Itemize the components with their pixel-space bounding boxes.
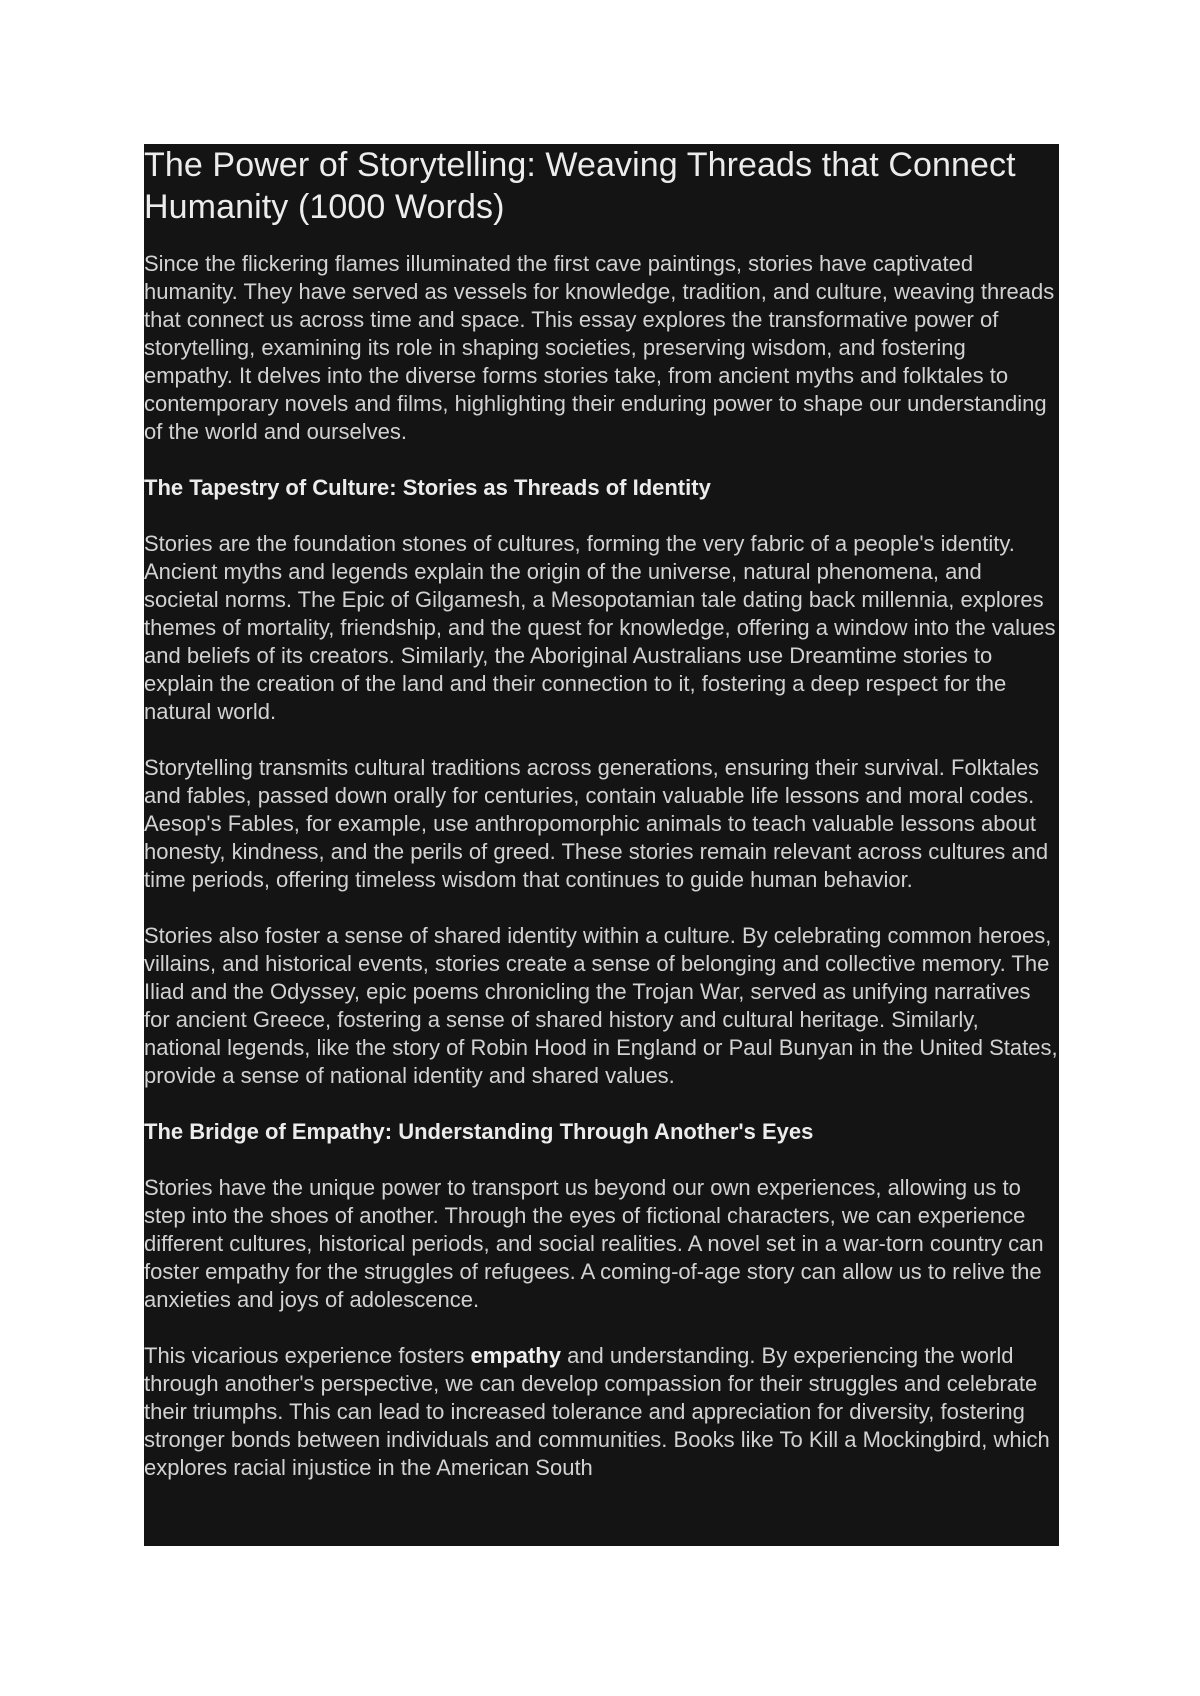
document-page — [144, 144, 1059, 1546]
spacer — [144, 726, 1059, 754]
culture-paragraph-1: Stories are the foundation stones of cultures, forming the very fabric of a people's identity. Ancient myths and legends explain the origin of the universe, natural phenomena, and societal norms. The Epic of Gilgamesh, a Mesopotamian tale dating back millennia, explores themes of mortality, friendship, and the quest for knowledge, offering a window into the values and beliefs of its creators. Similarly, the Aboriginal Australians use Dreamtime stories to explain the creation of the land and their connection to it, fostering a deep respect for the natural world. — [144, 531, 1056, 724]
spacer — [144, 1090, 1059, 1118]
empathy-paragraph-2 — [144, 1342, 1059, 1482]
spacer — [144, 228, 1059, 250]
section-heading-culture: The Tapestry of Culture: Stories as Threads of Identity — [144, 475, 711, 500]
document-title: The Power of Storytelling: Weaving Threads that Connect Humanity (1000 Words) — [144, 146, 1016, 226]
culture-paragraph-3: Stories also foster a sense of shared identity within a culture. By celebrating common heroes, villains, and historical events, stories create a sense of belonging and collective memory. The Iliad and the Odyssey, epic poems chronicling the Trojan War, served as unifying narratives for ancient Greece, fostering a sense of shared history and cultural heritage. Similarly, national legends, like the story of Robin Hood in England or Paul Bunyan in the United States, provide a sense of national identity and shared values. — [144, 923, 1058, 1088]
empathy-paragraph-2-end: and understanding. By experiencing the world through another's perspective, we can develop compassion for their struggles and celebrate their triumphs. This can lead to increased tolerance and appreciation for diversity, fostering stronger bonds between individuals and communities. Books like To Kill a Mockingbird, which explores racial injustice in the American South — [144, 1343, 1050, 1480]
spacer — [144, 1146, 1059, 1174]
intro-paragraph: Since the flickering flames illuminated the first cave paintings, stories have captivated humanity. They have served as vessels for knowledge, tradition, and culture, weaving threads that connect us across time and space. This essay explores the transformative power of storytelling, examining its role in shaping societies, preserving wisdom, and fostering empathy. It delves into the diverse forms stories take, from ancient myths and folktales to contemporary novels and films, highlighting their enduring power to shape our understanding of the world and ourselves. — [144, 251, 1055, 444]
spacer — [144, 894, 1059, 922]
empathy-paragraph-1: Stories have the unique power to transport us beyond our own experiences, allowing us to step into the shoes of another. Through the eyes of fictional characters, we can experience different cultures, historical periods, and social realities. A novel set in a war-torn country can foster empathy for the struggles of refugees. A coming-of-age story can allow us to relive the anxieties and joys of adolescence. — [144, 1175, 1044, 1312]
spacer — [144, 446, 1059, 474]
section-heading-empathy: The Bridge of Empathy: Understanding Through Another's Eyes — [144, 1119, 814, 1144]
empathy-bold-word: empathy — [470, 1343, 561, 1368]
spacer — [144, 502, 1059, 530]
empathy-paragraph-2-start: This vicarious experience fosters — [144, 1343, 471, 1368]
culture-paragraph-2: Storytelling transmits cultural traditions across generations, ensuring their survival. Folktales and fables, passed down orally for centuries, contain valuable life lessons and moral codes. Aesop's Fables, for example, use anthropomorphic animals to teach valuable lessons about honesty, kindness, and the perils of greed. These stories remain relevant across cultures and time periods, offering timeless wisdom that continues to guide human behavior. — [144, 755, 1049, 892]
spacer — [144, 1314, 1059, 1342]
